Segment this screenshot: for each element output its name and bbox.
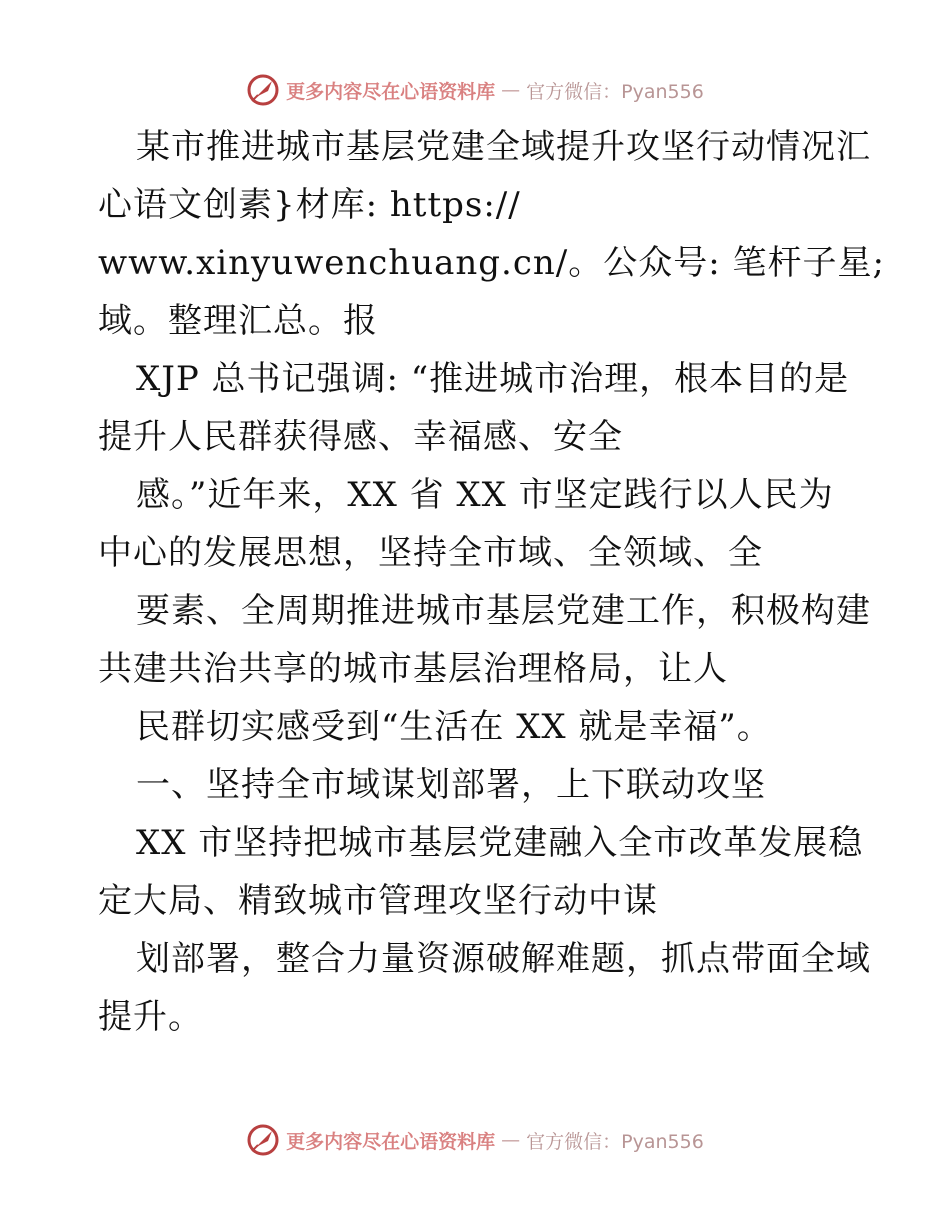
body-line: 域。整理汇总。报 <box>98 301 378 341</box>
footer-watermark <box>0 1120 950 1160</box>
body-line: 划部署，整合力量资源破解难题，抓点带面全域 <box>136 939 871 979</box>
body-line: www.xinyuwenchuang.cn/。公众号: 笔杆子星; <box>98 243 885 283</box>
watermark-inner <box>246 1123 704 1157</box>
body-line: 心语文创素}材库: https:// <box>98 185 521 225</box>
watermark-sub-text: 官方微信：Pyan556 <box>526 80 704 103</box>
watermark-sub-text: 官方微信：Pyan556 <box>526 1130 704 1153</box>
body-line: 感。”近年来，XX 省 XX 市坚定践行以人民为 <box>136 475 834 515</box>
section-heading: 一、坚持全市域谋划部署，上下联动攻坚 <box>136 765 766 805</box>
body-line: 中心的发展思想，坚持全市域、全领域、全 <box>98 533 763 573</box>
watermark-separator: — <box>501 79 521 101</box>
body-line: XJP 总书记强调: “推进城市治理，根本目的是 <box>136 359 850 399</box>
watermark-inner <box>246 73 704 107</box>
body-line: XX 市坚持把城市基层党建融入全市改革发展稳 <box>136 823 864 863</box>
body-line: 要素、全周期推进城市基层党建工作，积极构建 <box>136 591 871 631</box>
body-line: 提升。 <box>98 997 203 1037</box>
watermark-separator: — <box>501 1129 521 1151</box>
body-line: 提升人民群获得感、幸福感、安全 <box>98 417 623 457</box>
quill-logo-icon <box>246 73 280 107</box>
body-line: 共建共治共享的城市基层治理格局，让人 <box>98 649 728 689</box>
body-line: 民群切实感受到“生活在 XX 就是幸福”。 <box>136 707 772 747</box>
watermark-main-text: 更多内容尽在心语资料库 <box>286 1130 496 1153</box>
body-line: 定大局、精致城市管理攻坚行动中谋 <box>98 881 658 921</box>
header-watermark <box>0 70 950 110</box>
document-body <box>98 118 885 1046</box>
watermark-main-text: 更多内容尽在心语资料库 <box>286 80 496 103</box>
body-line: 某市推进城市基层党建全域提升攻坚行动情况汇 <box>136 127 871 167</box>
quill-logo-icon <box>246 1123 280 1157</box>
